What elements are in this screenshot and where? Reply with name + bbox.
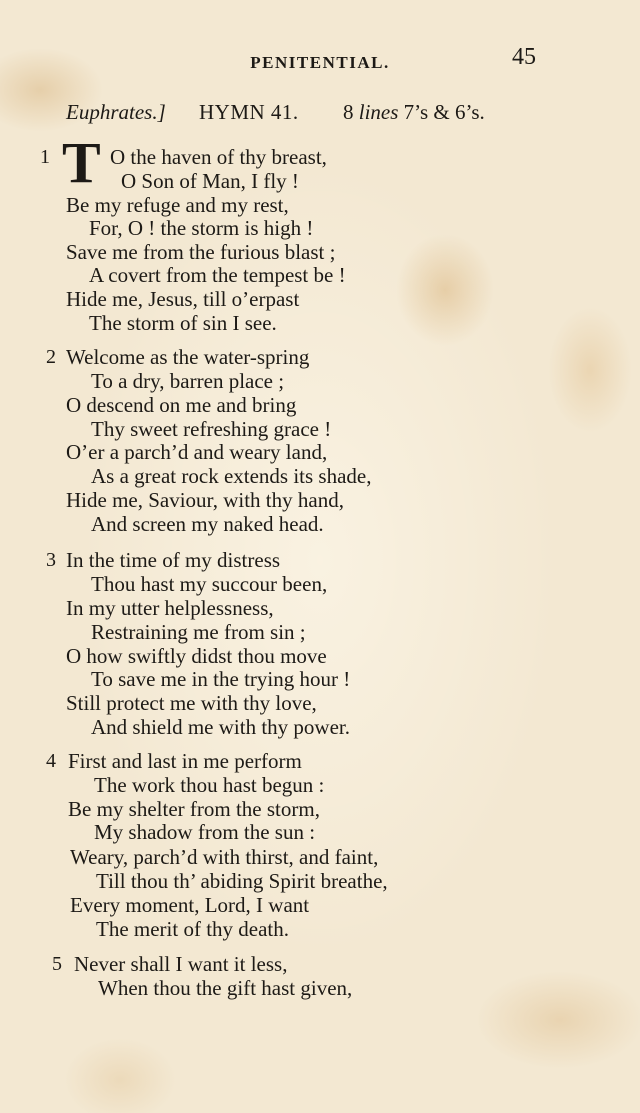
verse-line: The storm of sin I see. <box>89 311 277 335</box>
page-number: 45 <box>512 44 536 70</box>
meter <box>343 100 485 125</box>
verse-line: To a dry, barren place ; <box>91 369 285 393</box>
stanza-number: 5 <box>52 953 62 975</box>
verse-line: Till thou th’ abiding Spirit breathe, <box>96 869 388 893</box>
stanza-number: 2 <box>46 346 56 368</box>
verse-line: My shadow from the sun : <box>94 820 316 844</box>
verse-line: Welcome as the water-spring <box>66 345 310 369</box>
verse-line: The merit of thy death. <box>96 917 290 941</box>
verse-line: In the time of my distress <box>66 548 281 572</box>
verse-line: Save me from the furious blast ; <box>66 240 336 264</box>
verse-line: And shield me with thy power. <box>91 715 350 739</box>
stanza-number: 1 <box>40 146 50 168</box>
verse-line: A covert from the tempest be ! <box>89 263 346 287</box>
verse-line: O descend on me and bring <box>66 393 297 417</box>
meter-prefix: 8 <box>343 100 359 124</box>
verse-line: When thou the gift hast given, <box>98 976 353 1000</box>
verse-line: And screen my naked head. <box>91 512 324 536</box>
verse-line: Thou hast my succour been, <box>91 572 328 596</box>
verse-line: To save me in the trying hour ! <box>91 667 351 691</box>
verse-line: In my utter helplessness, <box>66 596 274 620</box>
verse-line: Weary, parch’d with thirst, and faint, <box>70 845 379 869</box>
meter-suffix: 7’s & 6’s. <box>398 100 485 124</box>
verse-line: Never shall I want it less, <box>74 952 288 976</box>
verse-line: First and last in me perform <box>68 749 302 773</box>
verse-line: Be my shelter from the storm, <box>68 797 320 821</box>
verse-line: O Son of Man, I fly ! <box>121 169 299 193</box>
verse-line: O how swiftly didst thou move <box>66 644 327 668</box>
stanza-number: 3 <box>46 549 56 571</box>
verse-line: Thy sweet refreshing grace ! <box>91 417 332 441</box>
running-head: PENITENTIAL. <box>250 53 390 72</box>
verse-line: The work thou hast begun : <box>94 773 325 797</box>
hymn-number: HYMN 41. <box>199 100 299 124</box>
drop-cap: T <box>62 130 101 195</box>
verse-line: As a great rock extends its shade, <box>91 464 372 488</box>
verse-line: Still protect me with thy love, <box>66 691 317 715</box>
verse-line: Hide me, Jesus, till o’erpast <box>66 287 300 311</box>
hymn-heading <box>66 100 520 130</box>
verse-line: O’er a parch’d and weary land, <box>66 440 328 464</box>
verse-line: Be my refuge and my rest, <box>66 193 289 217</box>
meter-lines: lines <box>358 100 399 124</box>
verse-line: Hide me, Saviour, with thy hand, <box>66 488 344 512</box>
verse-line: For, O ! the storm is high ! <box>89 216 314 240</box>
verse-line: Restraining me from sin ; <box>91 620 306 644</box>
verse-line: O the haven of thy breast, <box>110 145 327 169</box>
verse-line: Every moment, Lord, I want <box>70 893 310 917</box>
tune-name: Euphrates.] <box>66 100 166 124</box>
stanza-number: 4 <box>46 750 56 772</box>
